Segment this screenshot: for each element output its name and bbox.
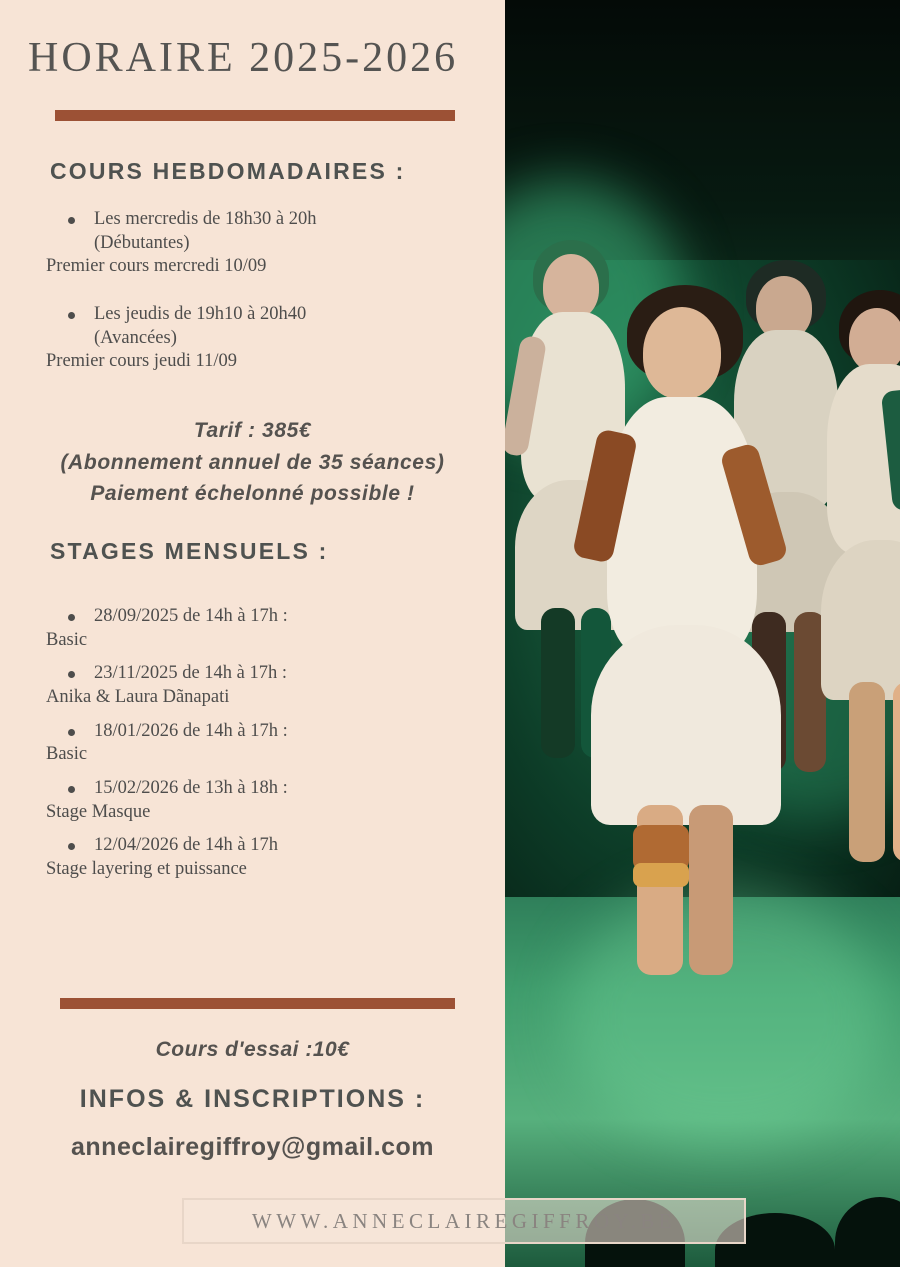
weekly-item-0-bullet: Les mercredis de 18h30 à 20h: [46, 208, 486, 232]
workshop-3-date: 15/02/2026 de 13h à 18h :: [46, 777, 486, 801]
workshops-heading: STAGES MENSUELS :: [50, 538, 329, 564]
workshop-0-name: Basic: [46, 629, 88, 650]
contact-heading: INFOS & INSCRIPTIONS :: [79, 1085, 426, 1113]
divider-bottom: [60, 998, 455, 1009]
pricing-block: [0, 415, 505, 510]
workshop-0-date: 28/09/2025 de 14h à 17h :: [46, 605, 486, 629]
list-item: [46, 303, 486, 374]
weekly-item-0-note: Premier cours mercredi 10/09: [46, 256, 267, 277]
pricing-line-2: (Abonnement annuel de 35 séances): [60, 450, 445, 474]
list-item: [46, 720, 486, 767]
website-url[interactable]: WWW.ANNECLAIREGIFFROY.BE: [251, 1208, 677, 1233]
workshop-1-date: 23/11/2025 de 14h à 17h :: [46, 662, 486, 686]
website-banner[interactable]: [182, 1198, 746, 1244]
list-item: [46, 605, 486, 652]
pricing-line-1: Tarif : 385€: [193, 419, 312, 442]
workshop-2-date: 18/01/2026 de 14h à 17h :: [46, 720, 486, 744]
dancers-photo: [505, 0, 900, 1267]
weekly-item-1-sub: (Avancées): [94, 327, 177, 348]
divider-top: [55, 110, 455, 121]
page-title: HORAIRE 2025-2026: [28, 35, 459, 81]
workshop-1-name: Anika & Laura Dãnapati: [46, 687, 230, 708]
dancer-foreground: [585, 285, 815, 985]
weekly-item-1-bullet: Les jeudis de 19h10 à 20h40: [46, 303, 486, 327]
workshops-list: [46, 605, 486, 892]
workshop-4-name: Stage layering et puissance: [46, 859, 247, 880]
contact-email[interactable]: anneclairegiffroy@gmail.com: [71, 1133, 434, 1161]
list-item: [46, 834, 486, 881]
dancer-far-right: [825, 290, 900, 830]
trial-price: Cours d'essai :10€: [155, 1038, 350, 1061]
weekly-heading: COURS HEBDOMADAIRES :: [50, 158, 406, 184]
weekly-course-list: [46, 208, 486, 376]
spacer: [46, 281, 486, 303]
list-item: [46, 662, 486, 709]
list-item: [46, 777, 486, 824]
workshop-3-name: Stage Masque: [46, 801, 151, 822]
pricing-line-3: Paiement échelonné possible !: [90, 482, 415, 505]
workshop-2-name: Basic: [46, 744, 88, 765]
workshop-4-date: 12/04/2026 de 14h à 17h: [46, 834, 486, 858]
list-item: [46, 208, 486, 279]
weekly-item-0-sub: (Débutantes): [94, 232, 190, 253]
weekly-item-1-note: Premier cours jeudi 11/09: [46, 351, 237, 372]
